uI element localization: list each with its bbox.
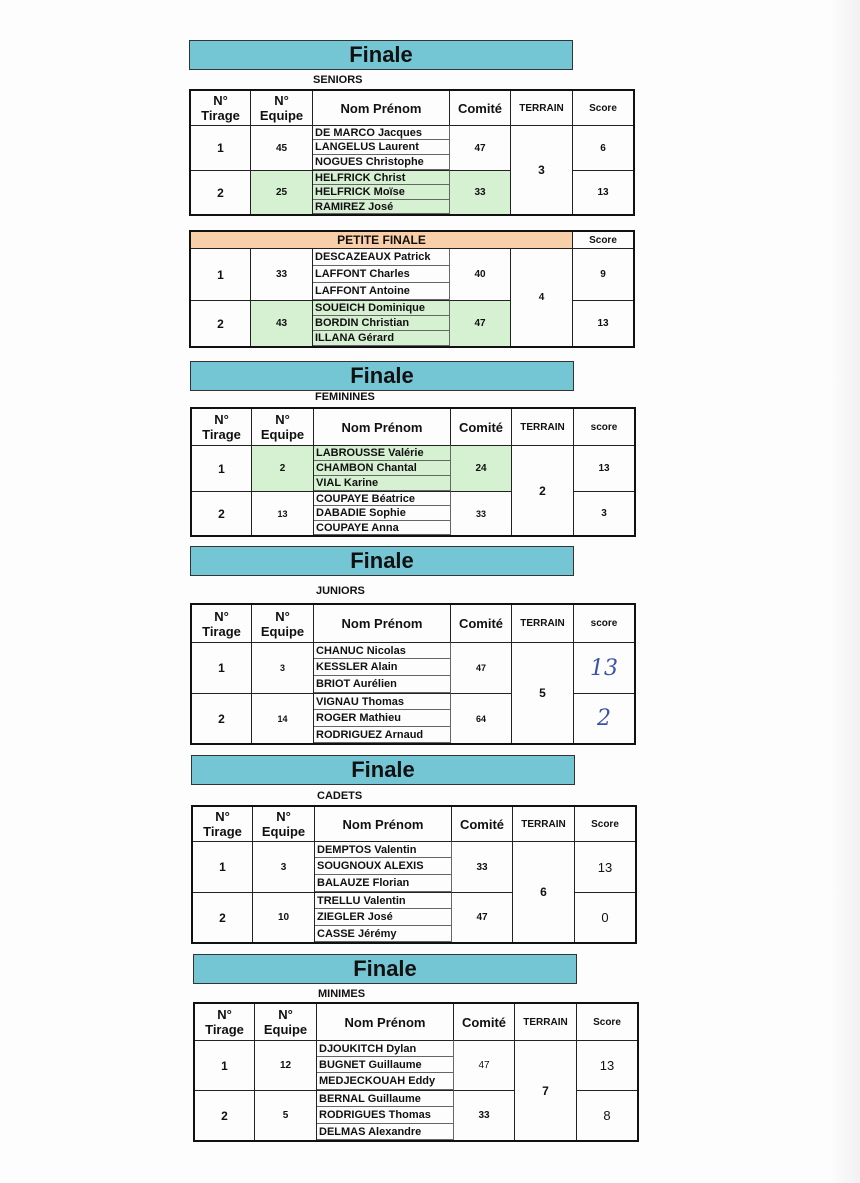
equipe-cell: 5: [255, 1090, 317, 1140]
terrain-cell: 5: [512, 642, 574, 743]
comite-cell: 47: [451, 642, 512, 693]
header-equipe: N° Equipe: [252, 409, 314, 445]
player-name: KESSLER Alain: [314, 659, 451, 676]
player-name: TRELLU Valentin: [315, 892, 452, 909]
comite-cell: 47: [454, 1040, 515, 1090]
comite-cell: 33: [452, 841, 513, 892]
header-comite: Comité: [454, 1004, 515, 1040]
seniors-banner: Finale: [189, 40, 573, 70]
tirage-cell: 1: [192, 445, 252, 491]
player-name: HELFRICK Christ: [313, 170, 450, 185]
player-name: COUPAYE Anna: [314, 521, 451, 535]
cadets-banner: Finale: [191, 755, 575, 785]
player-name: LANGELUS Laurent: [313, 140, 450, 155]
equipe-cell: 33: [251, 249, 313, 300]
terrain-cell: 4: [511, 249, 573, 346]
player-name: MEDJECKOUAH Eddy: [317, 1073, 454, 1090]
player-name: CASSE Jérémy: [315, 926, 452, 942]
header-comite: Comité: [451, 409, 512, 445]
score-cell: 3: [574, 491, 634, 535]
header-score: Score: [573, 232, 633, 249]
header-comite: Comité: [451, 605, 512, 642]
header-score: Score: [591, 818, 619, 830]
cadets-category: CADETS: [317, 790, 363, 802]
equipe-cell: 3: [253, 841, 315, 892]
player-name: ZIEGLER José: [315, 909, 452, 926]
juniors-category: JUNIORS: [316, 585, 365, 597]
header-score: Score: [593, 1016, 621, 1028]
header-equipe: N° Equipe: [255, 1004, 317, 1040]
player-name: DELMAS Alexandre: [317, 1124, 454, 1140]
tirage-cell: 1: [193, 841, 253, 892]
header-terrain: TERRAIN: [512, 409, 574, 445]
equipe-cell: 43: [251, 300, 313, 346]
player-name: DABADIE Sophie: [314, 506, 451, 521]
comite-cell: 33: [454, 1090, 515, 1140]
player-name: HELFRICK Moïse: [313, 185, 450, 200]
feminines-banner: Finale: [190, 361, 574, 391]
equipe-cell: 14: [252, 693, 314, 743]
tirage-cell: 1: [195, 1040, 255, 1090]
tirage-cell: 2: [191, 170, 251, 214]
player-name: COUPAYE Béatrice: [314, 491, 451, 506]
score-cell: 0: [575, 892, 635, 942]
tirage-cell: 2: [193, 892, 253, 942]
tirage-cell: 1: [191, 125, 251, 170]
juniors-table: [190, 603, 636, 745]
header-nom: Nom Prénom: [315, 807, 452, 841]
score-cell: 13: [573, 170, 633, 214]
seniors-category: SENIORS: [313, 74, 363, 86]
score-cell: 6: [573, 125, 633, 170]
header-nom: Nom Prénom: [313, 91, 450, 125]
header-equipe: N° Equipe: [252, 605, 314, 642]
tirage-cell: 1: [192, 642, 252, 693]
header-score: Score: [589, 102, 617, 114]
header-score: score: [590, 618, 618, 629]
player-name: VIAL Karine: [314, 476, 451, 491]
header-tirage: N° Tirage: [192, 409, 252, 445]
header-terrain: TERRAIN: [515, 1004, 577, 1040]
score-cell: 8: [577, 1090, 637, 1140]
player-name: ILLANA Gérard: [313, 331, 450, 346]
player-name: SOUGNOUX ALEXIS: [315, 858, 452, 875]
comite-cell: 33: [450, 170, 511, 214]
comite-cell: 64: [451, 693, 512, 743]
terrain-cell: 6: [513, 841, 575, 942]
equipe-cell: 3: [252, 642, 314, 693]
header-tirage: N° Tirage: [191, 91, 251, 125]
header-terrain: TERRAIN: [513, 807, 575, 841]
juniors-banner: Finale: [190, 546, 574, 576]
header-nom: Nom Prénom: [314, 605, 451, 642]
terrain-cell: 3: [511, 125, 573, 214]
player-name: DESCAZEAUX Patrick: [313, 249, 450, 266]
feminines-table: [190, 407, 636, 537]
tirage-cell: 2: [192, 491, 252, 535]
player-name: NOGUES Christophe: [313, 155, 450, 170]
header-tirage: N° Tirage: [195, 1004, 255, 1040]
petite-finale-table: [189, 230, 635, 348]
score-cell: 13: [577, 1040, 637, 1090]
player-name: VIGNAU Thomas: [314, 693, 451, 710]
header-equipe: N° Equipe: [253, 807, 315, 841]
equipe-cell: 25: [251, 170, 313, 214]
page-edge: [830, 0, 860, 1183]
player-name: RODRIGUES Thomas: [317, 1107, 454, 1124]
header-nom: Nom Prénom: [317, 1004, 454, 1040]
header-comite: Comité: [450, 91, 511, 125]
equipe-cell: 13: [252, 491, 314, 535]
header-terrain: TERRAIN: [511, 91, 573, 125]
comite-cell: 47: [452, 892, 513, 942]
player-name: RODRIGUEZ Arnaud: [314, 727, 451, 743]
header-nom: Nom Prénom: [314, 409, 451, 445]
header-tirage: N° Tirage: [192, 605, 252, 642]
tirage-cell: 2: [195, 1090, 255, 1140]
cadets-table: [191, 805, 637, 944]
equipe-cell: 45: [251, 125, 313, 170]
score-cell: 13: [575, 841, 635, 892]
player-name: LAFFONT Charles: [313, 266, 450, 283]
equipe-cell: 2: [252, 445, 314, 491]
seniors-table: [189, 89, 635, 216]
comite-cell: 47: [450, 125, 511, 170]
comite-cell: 24: [451, 445, 512, 491]
score-cell: 13: [574, 445, 634, 491]
comite-cell: 40: [450, 249, 511, 300]
player-name: LAFFONT Antoine: [313, 283, 450, 300]
player-name: DE MARCO Jacques: [313, 125, 450, 140]
player-name: DEMPTOS Valentin: [315, 841, 452, 858]
player-name: ROGER Mathieu: [314, 710, 451, 727]
minimes-table: [193, 1002, 639, 1142]
player-name: DJOUKITCH Dylan: [317, 1040, 454, 1057]
equipe-cell: 12: [255, 1040, 317, 1090]
player-name: CHANUC Nicolas: [314, 642, 451, 659]
player-name: SOUEICH Dominique: [313, 300, 450, 316]
player-name: BALAUZE Florian: [315, 875, 452, 892]
score-cell: 13: [573, 300, 633, 346]
header-tirage: N° Tirage: [193, 807, 253, 841]
terrain-cell: 2: [512, 445, 574, 535]
header-terrain: TERRAIN: [512, 605, 574, 642]
player-name: RAMIREZ José: [313, 200, 450, 214]
player-name: CHAMBON Chantal: [314, 461, 451, 476]
player-name: BORDIN Christian: [313, 316, 450, 331]
score-cell: 9: [600, 269, 606, 280]
equipe-cell: 10: [253, 892, 315, 942]
player-name: LABROUSSE Valérie: [314, 445, 451, 461]
header-comite: Comité: [452, 807, 513, 841]
score-cell-handwritten: 13: [574, 642, 634, 693]
tirage-cell: 1: [191, 249, 251, 300]
tirage-cell: 2: [192, 693, 252, 743]
score-cell-handwritten: 2: [574, 693, 634, 743]
minimes-banner: Finale: [193, 954, 577, 984]
header-score: score: [590, 421, 618, 433]
player-name: BUGNET Guillaume: [317, 1057, 454, 1073]
player-name: BERNAL Guillaume: [317, 1090, 454, 1107]
comite-cell: 33: [451, 491, 512, 535]
feminines-category: FEMININES: [315, 391, 375, 403]
tirage-cell: 2: [191, 300, 251, 346]
header-equipe: N° Equipe: [251, 91, 313, 125]
petite-finale-title: PETITE FINALE: [191, 232, 573, 249]
minimes-category: MINIMES: [318, 988, 366, 1000]
terrain-cell: 7: [515, 1040, 577, 1140]
comite-cell: 47: [450, 300, 511, 346]
player-name: BRIOT Aurélien: [314, 676, 451, 693]
